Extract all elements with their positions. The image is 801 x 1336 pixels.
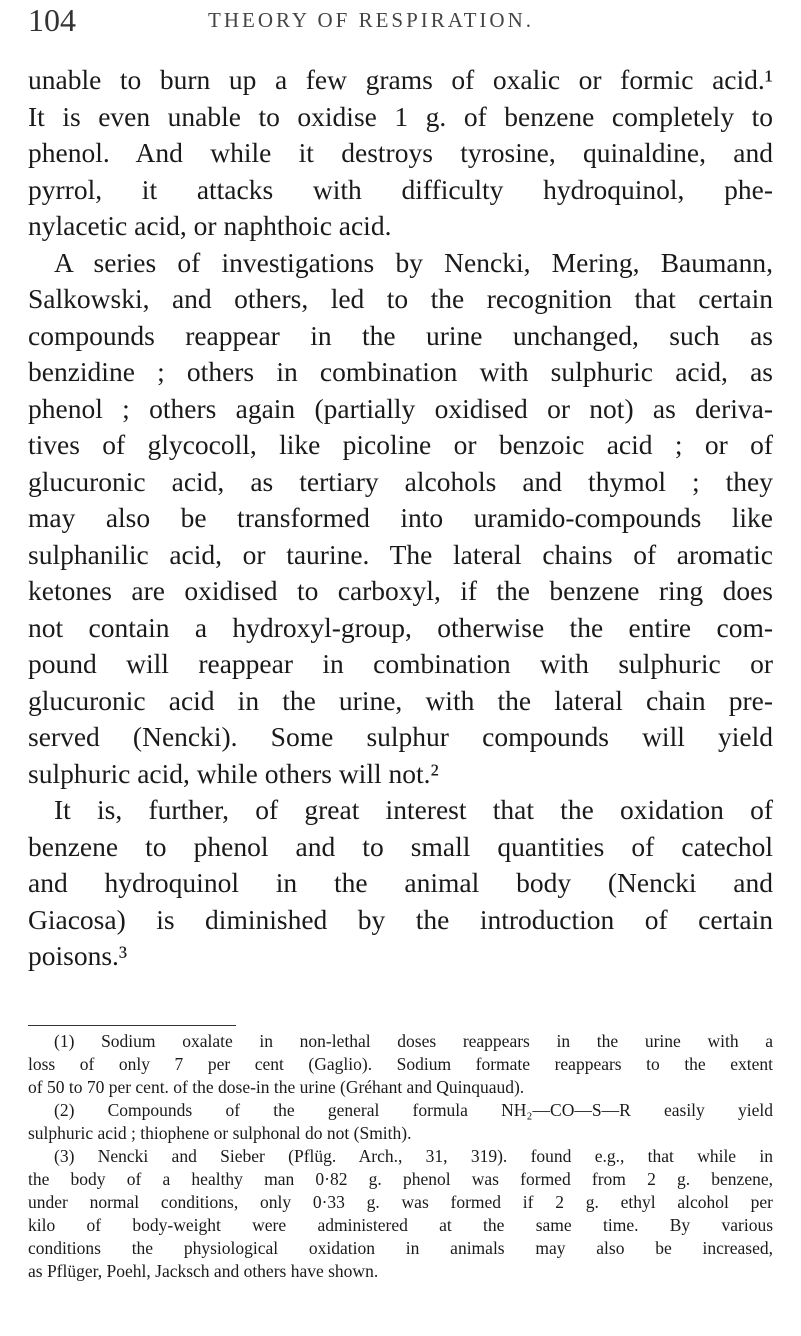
footnote-line: kilo of body-weight were administered at the same time. By various xyxy=(28,1215,773,1235)
footnote-divider xyxy=(28,1025,236,1026)
text-line: glucuronic acid in the urine, with the lateral chain pre- xyxy=(28,684,773,716)
text-line: pound will reappear in combination with sulphuric or xyxy=(28,648,773,679)
page-number: 104 xyxy=(28,2,76,38)
footnote-line: (1) Sodium oxalate in non-lethal doses reappears in the urine with a xyxy=(54,1031,773,1051)
footnote-line: the body of a healthy man 0·82 g. phenol was formed from 2 g. benzene, xyxy=(28,1169,773,1189)
footnote-line: as Pflüger, Poehl, Jacksch and others have shown. xyxy=(28,1261,379,1281)
text-line: tives of glycocoll, like picoline or benzoic acid ; or of xyxy=(28,429,773,460)
text-line: served (Nencki). Some sulphur compounds will yield xyxy=(28,721,773,752)
text-line: It is, further, of great interest that the oxidation of xyxy=(54,794,773,825)
text-line: Salkowski, and others, led to the recognition that certain xyxy=(28,283,773,314)
footnote-line: loss of only 7 per cent (Gaglio). Sodium formate reappears to the extent xyxy=(28,1054,773,1074)
body-text xyxy=(28,62,773,975)
text-line: ketones are oxidised to carboxyl, if the benzene ring does xyxy=(28,575,773,606)
text-line: Giacosa) is diminished by the introduction of certain xyxy=(28,903,773,935)
footnote-line: (2) Compounds of the general formula NH₂—CO—S—R easily yield xyxy=(54,1100,773,1120)
text-line: benzidine ; others in combination with sulphuric acid, as xyxy=(28,356,773,387)
text-line: phenol. And while it destroys tyrosine, quinaldine, and xyxy=(28,137,773,168)
footnote-line: (3) Nencki and Sieber (Pflüg. Arch., 31, 319). found e.g., that while in xyxy=(54,1146,773,1166)
text-line: phenol ; others again (partially oxidised or not) as deriva- xyxy=(28,392,773,424)
footnote-line: under normal conditions, only 0·33 g. was formed if 2 g. ethyl alcohol per xyxy=(28,1192,773,1212)
footnote-line: of 50 to 70 per cent. of the dose-in the urine (Gréhant and Quinquaud). xyxy=(28,1077,525,1097)
text-line: pyrrol, it attacks with difficulty hydroquinol, phe- xyxy=(28,173,773,205)
text-line: compounds reappear in the urine unchanged, such as xyxy=(28,319,773,351)
page-header xyxy=(28,2,768,42)
text-line: not contain a hydroxyl-group, otherwise the entire com- xyxy=(28,611,773,643)
text-line: unable to burn up a few grams of oxalic or formic acid.¹ xyxy=(28,64,773,95)
text-line: glucuronic acid, as tertiary alcohols and thymol ; they xyxy=(28,465,773,497)
footnote-line: conditions the physiological oxidation in animals may also be increased, xyxy=(28,1238,773,1258)
running-title: THEORY OF RESPIRATION. xyxy=(208,8,534,32)
footnote-line: sulphuric acid ; thiophene or sulphonal do not (Smith). xyxy=(28,1123,412,1143)
footnotes xyxy=(28,1030,773,1283)
text-line: It is even unable to oxidise 1 g. of benzene completely to xyxy=(28,100,773,132)
text-line: and hydroquinol in the animal body (Nencki and xyxy=(28,867,773,898)
text-line: nylacetic acid, or naphthoic acid. xyxy=(28,210,392,241)
text-line: sulphuric acid, while others will not.² xyxy=(28,757,439,789)
text-line: A series of investigations by Nencki, Mering, Baumann, xyxy=(54,246,773,278)
text-line: benzene to phenol and to small quantities of catechol xyxy=(28,830,773,862)
text-line: poisons.³ xyxy=(28,940,128,971)
text-line: may also be transformed into uramido-compounds like xyxy=(28,502,773,533)
text-line: sulphanilic acid, or taurine. The lateral chains of aromatic xyxy=(28,538,773,570)
